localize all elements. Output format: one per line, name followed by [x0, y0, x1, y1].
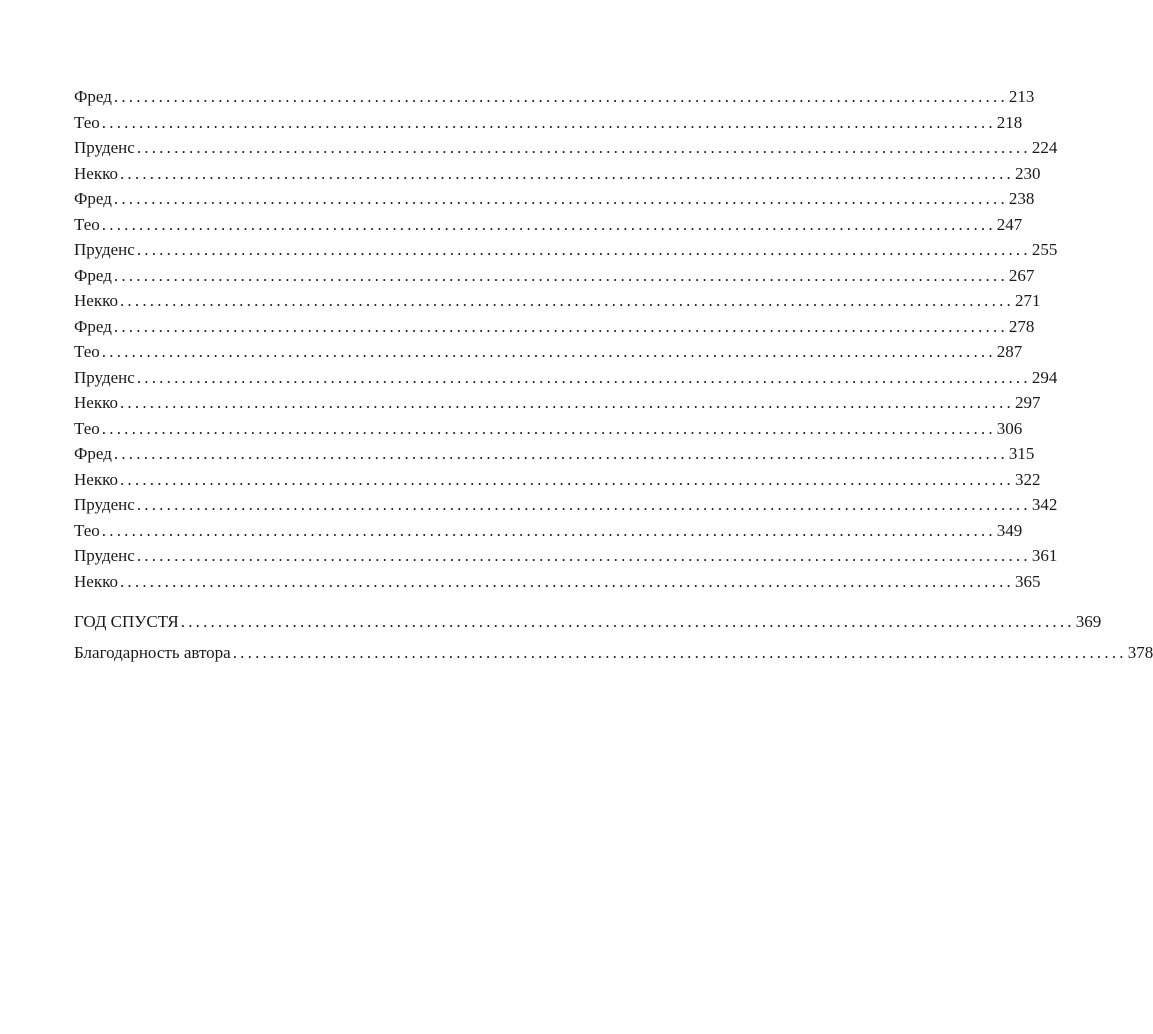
toc-entry[interactable] [74, 314, 1035, 340]
entry-page-number: 306 [996, 418, 1023, 438]
toc-entry[interactable] [74, 441, 1035, 467]
entry-page-number: 267 [1008, 265, 1035, 285]
chapter-list [74, 84, 1058, 594]
entry-page-number: 213 [1008, 87, 1035, 106]
entry-title: Пруденс [74, 367, 135, 387]
entry-page-number: 238 [1008, 189, 1035, 208]
entry-title: Тео [74, 520, 100, 540]
entry-title: Фред [74, 316, 112, 336]
toc-entry[interactable] [74, 390, 1041, 416]
entry-title: Некко [74, 291, 118, 310]
entry-title: Фред [74, 87, 112, 106]
entry-page-number: 294 [1031, 367, 1058, 387]
dot-leader: ........................................................................................................................ [101, 342, 996, 361]
toc-entry[interactable] [74, 339, 1023, 365]
toc-entry[interactable] [74, 135, 1058, 161]
entry-title: Некко [74, 163, 118, 183]
entry-page-number: 230 [1014, 163, 1041, 183]
entry-page-number: 278 [1008, 316, 1035, 336]
entry-title: Тео [74, 112, 100, 132]
toc-entry[interactable] [74, 263, 1035, 289]
entry-title: Некко [74, 571, 118, 591]
toc-entry[interactable] [74, 467, 1041, 493]
acknowledgements-title: Благодарность автора [74, 642, 231, 662]
toc-acknowledgements[interactable] [74, 640, 1153, 666]
entry-page-number: 315 [1008, 444, 1035, 463]
entry-page-number: 365 [1014, 571, 1041, 591]
entry-title: Фред [74, 189, 112, 208]
entry-title: Некко [74, 469, 118, 489]
entry-title: Тео [74, 418, 100, 438]
toc-entry[interactable] [74, 288, 1041, 314]
dot-leader: ........................................................................................................................ [119, 163, 1014, 183]
entry-page-number: 255 [1031, 240, 1058, 259]
entry-page-number: 322 [1014, 469, 1041, 489]
toc-entry[interactable] [74, 84, 1035, 110]
entry-page-number: 349 [996, 520, 1023, 540]
entry-page-number: 224 [1031, 138, 1058, 157]
entry-title: Пруденс [74, 546, 135, 565]
part-heading-page-number: 369 [1075, 612, 1102, 631]
dot-leader: ........................................................................................................................ [101, 214, 996, 234]
dot-leader: ........................................................................................................................ [101, 112, 996, 132]
entry-page-number: 247 [996, 214, 1023, 234]
dot-leader: ........................................................................................................................ [180, 612, 1075, 631]
dot-leader: ........................................................................................................................ [101, 418, 996, 438]
entry-title: Пруденс [74, 138, 135, 157]
toc-entry[interactable] [74, 569, 1041, 595]
dot-leader: ........................................................................................................................ [113, 265, 1008, 285]
toc-entry[interactable] [74, 237, 1058, 263]
entry-page-number: 342 [1031, 495, 1058, 514]
dot-leader: ........................................................................................................................ [136, 367, 1031, 387]
dot-leader: ........................................................................................................................ [101, 520, 996, 540]
entry-title: Пруденс [74, 495, 135, 514]
part-heading-title: ГОД СПУСТЯ [74, 612, 179, 631]
toc-entry[interactable] [74, 161, 1041, 187]
section-spacer [74, 594, 574, 609]
dot-leader: ........................................................................................................................ [136, 495, 1031, 514]
toc-entry[interactable] [74, 212, 1023, 238]
toc-entry[interactable] [74, 186, 1035, 212]
toc-entry[interactable] [74, 492, 1058, 518]
dot-leader: ........................................................................................................................ [232, 642, 1127, 662]
dot-leader: ........................................................................................................................ [136, 138, 1031, 157]
toc-part-heading[interactable] [74, 609, 1102, 635]
entry-title: Фред [74, 265, 112, 285]
toc-entry[interactable] [74, 365, 1058, 391]
toc-entry[interactable] [74, 416, 1023, 442]
dot-leader: ........................................................................................................................ [113, 444, 1008, 463]
entry-title: Тео [74, 342, 100, 361]
entry-page-number: 218 [996, 112, 1023, 132]
entry-title: Некко [74, 393, 118, 412]
entry-title: Тео [74, 214, 100, 234]
table-of-contents [74, 84, 1153, 665]
entry-page-number: 297 [1014, 393, 1041, 412]
dot-leader: ........................................................................................................................ [113, 189, 1008, 208]
entry-page-number: 271 [1014, 291, 1041, 310]
entry-page-number: 361 [1031, 546, 1058, 565]
toc-entry[interactable] [74, 543, 1058, 569]
dot-leader: ........................................................................................................................ [136, 546, 1031, 565]
dot-leader: ........................................................................................................................ [119, 393, 1014, 412]
dot-leader: ........................................................................................................................ [119, 291, 1014, 310]
toc-entry[interactable] [74, 110, 1023, 136]
dot-leader: ........................................................................................................................ [119, 571, 1014, 591]
acknowledgements-page-number: 378 [1127, 642, 1153, 662]
dot-leader: ........................................................................................................................ [113, 87, 1008, 106]
dot-leader: ........................................................................................................................ [113, 316, 1008, 336]
dot-leader: ........................................................................................................................ [136, 240, 1031, 259]
toc-entry[interactable] [74, 518, 1023, 544]
entry-page-number: 287 [996, 342, 1023, 361]
entry-title: Пруденс [74, 240, 135, 259]
dot-leader: ........................................................................................................................ [119, 469, 1014, 489]
entry-title: Фред [74, 444, 112, 463]
